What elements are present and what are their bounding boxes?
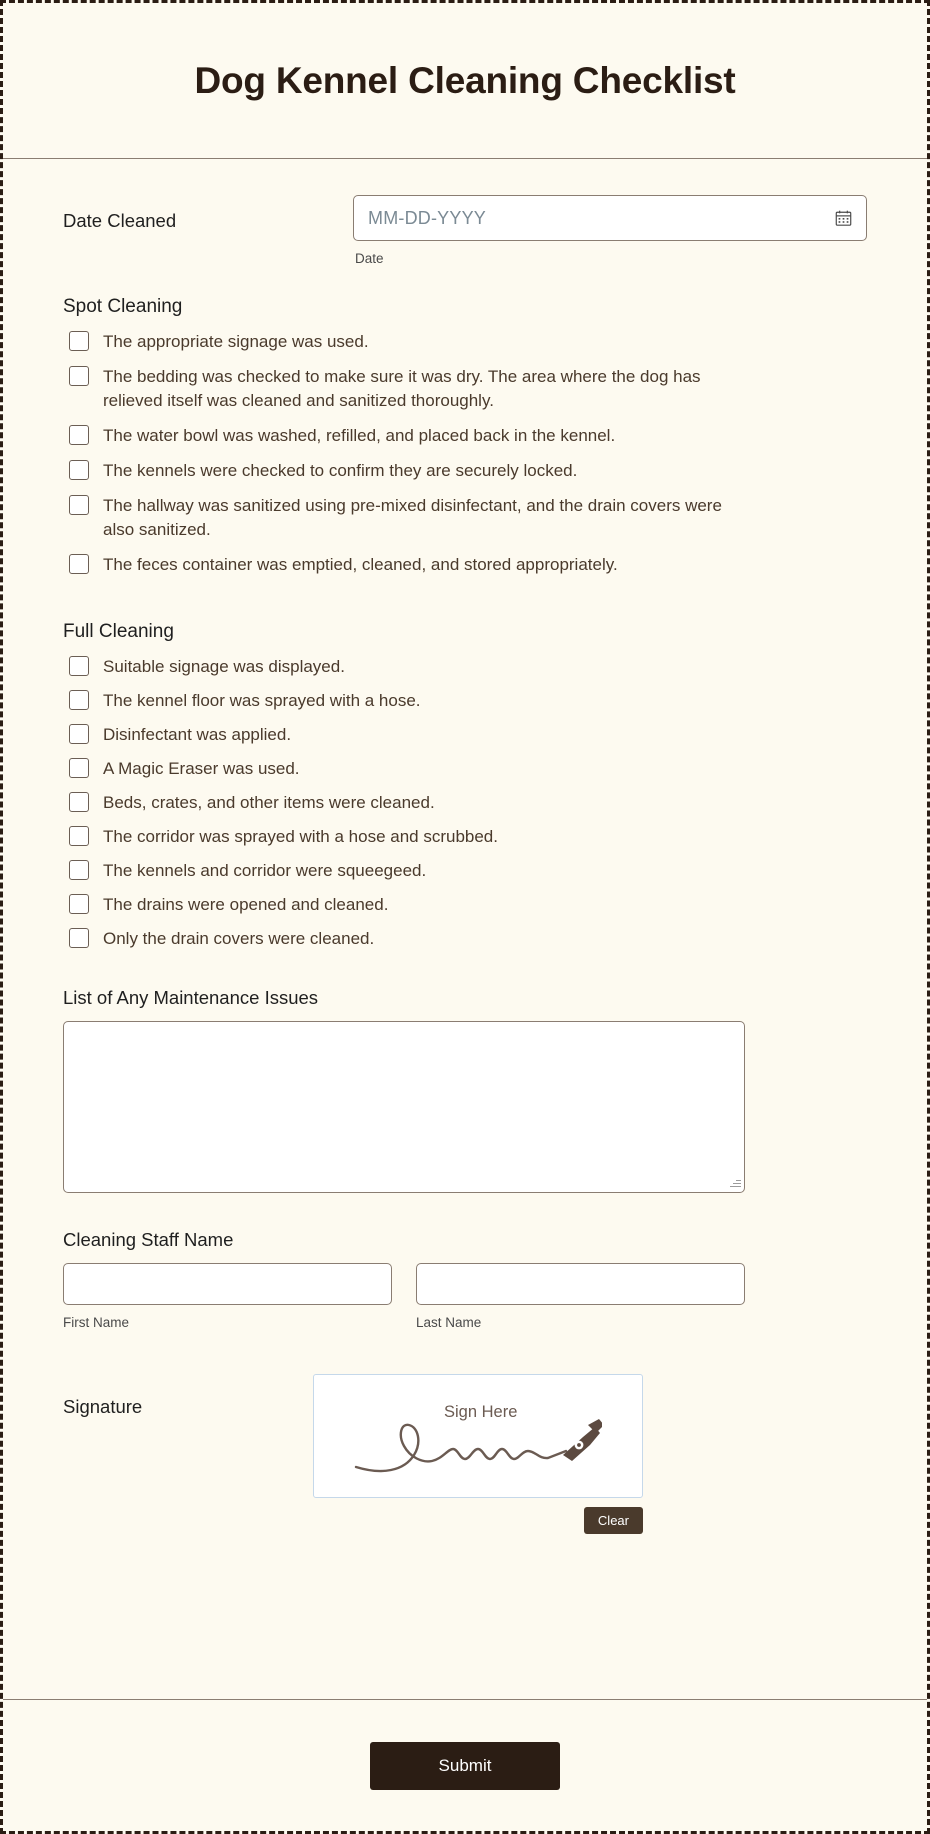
checkbox-spot-4[interactable] — [69, 495, 89, 515]
checkbox-row[interactable] — [63, 424, 867, 448]
checkbox-label: The appropriate signage was used. — [103, 332, 369, 351]
staff-name-row — [63, 1263, 867, 1330]
maintenance-issues-label: List of Any Maintenance Issues — [63, 987, 319, 1008]
first-name-sub-label: First Name — [63, 1315, 130, 1330]
submit-button[interactable]: Submit — [370, 1742, 560, 1790]
checkbox-label: Beds, crates, and other items were cleaned. — [103, 793, 435, 812]
checkbox-row[interactable] — [63, 791, 867, 815]
checkbox-full-0[interactable] — [69, 656, 89, 676]
form-body — [3, 159, 927, 1534]
checkbox-row[interactable] — [63, 689, 867, 713]
last-name-input[interactable] — [416, 1263, 745, 1305]
checkbox-full-1[interactable] — [69, 690, 89, 710]
checkbox-row[interactable] — [63, 893, 867, 917]
checkbox-label: Only the drain covers were cleaned. — [103, 929, 375, 948]
full-cleaning-list — [63, 655, 867, 951]
fountain-pen-nib-icon — [563, 1419, 602, 1461]
page-title: Dog Kennel Cleaning Checklist — [194, 59, 736, 101]
signature-pad[interactable] — [313, 1374, 643, 1498]
calendar-icon[interactable] — [835, 210, 852, 227]
checkbox-label: The kennels were checked to confirm they are securely locked. — [103, 461, 578, 480]
clear-button-wrapper — [313, 1507, 643, 1534]
checkbox-row[interactable] — [63, 825, 867, 849]
checkbox-row[interactable] — [63, 494, 867, 542]
checkbox-row[interactable] — [63, 655, 867, 679]
checkbox-spot-1[interactable] — [69, 366, 89, 386]
signature-group — [63, 1374, 867, 1534]
checkbox-label: The kennel floor was sprayed with a hose. — [103, 691, 421, 710]
first-name-input[interactable] — [63, 1263, 392, 1305]
checkbox-label: Suitable signage was displayed. — [103, 657, 345, 676]
checkbox-full-5[interactable] — [69, 826, 89, 846]
checkbox-label: A Magic Eraser was used. — [103, 759, 300, 778]
checkbox-label: The bedding was checked to make sure it was dry. The area where the dog has relieved itself was cleaned and sanitized thoroughly. — [103, 367, 701, 410]
last-name-group — [416, 1263, 745, 1330]
checkbox-label: Disinfectant was applied. — [103, 725, 292, 744]
date-cleaned-label: Date Cleaned — [63, 210, 177, 231]
resize-grip-icon[interactable] — [729, 1177, 741, 1189]
checkbox-label: The feces container was emptied, cleaned, and stored appropriately. — [103, 555, 618, 574]
checkbox-label: The hallway was sanitized using pre-mixed disinfectant, and the drain covers were also sanitized. — [103, 496, 722, 539]
checkbox-full-3[interactable] — [69, 758, 89, 778]
checkbox-row[interactable] — [63, 365, 867, 413]
date-placeholder-text: MM-DD-YYYY — [368, 207, 486, 228]
date-sub-label: Date — [355, 251, 384, 266]
clear-signature-button[interactable]: Clear — [584, 1507, 643, 1534]
signature-squiggle-icon — [352, 1401, 602, 1479]
checkbox-row[interactable] — [63, 553, 867, 577]
cleaning-staff-name-label: Cleaning Staff Name — [63, 1229, 234, 1250]
checkbox-full-2[interactable] — [69, 724, 89, 744]
checkbox-spot-5[interactable] — [69, 554, 89, 574]
checkbox-full-4[interactable] — [69, 792, 89, 812]
checkbox-row[interactable] — [63, 330, 867, 354]
first-name-group — [63, 1263, 392, 1330]
date-input[interactable] — [353, 195, 867, 241]
checkbox-label: The corridor was sprayed with a hose and scrubbed. — [103, 827, 498, 846]
checkbox-row[interactable] — [63, 859, 867, 883]
checkbox-row[interactable] — [63, 927, 867, 951]
sign-here-text: Sign Here — [444, 1403, 518, 1421]
checkbox-label: The drains were opened and cleaned. — [103, 895, 389, 914]
checkbox-spot-3[interactable] — [69, 460, 89, 480]
checkbox-label: The water bowl was washed, refilled, and placed back in the kennel. — [103, 426, 616, 445]
checkbox-row[interactable] — [63, 459, 867, 483]
date-cleaned-field-group — [63, 195, 867, 266]
checkbox-label: The kennels and corridor were squeegeed. — [103, 861, 427, 880]
date-input-wrapper — [353, 195, 867, 266]
form-header — [3, 3, 927, 159]
form-footer — [3, 1699, 927, 1831]
checkbox-row[interactable] — [63, 757, 867, 781]
signature-label: Signature — [63, 1396, 143, 1417]
spot-cleaning-heading: Spot Cleaning — [63, 296, 183, 317]
checkbox-full-6[interactable] — [69, 860, 89, 880]
full-cleaning-heading: Full Cleaning — [63, 621, 174, 642]
signature-right-column — [313, 1374, 867, 1534]
spot-cleaning-list — [63, 330, 867, 577]
checkbox-full-8[interactable] — [69, 928, 89, 948]
checkbox-full-7[interactable] — [69, 894, 89, 914]
maintenance-issues-textarea[interactable] — [63, 1021, 745, 1193]
checkbox-spot-0[interactable] — [69, 331, 89, 351]
last-name-sub-label: Last Name — [416, 1315, 482, 1330]
checkbox-row[interactable] — [63, 723, 867, 747]
checkbox-spot-2[interactable] — [69, 425, 89, 445]
